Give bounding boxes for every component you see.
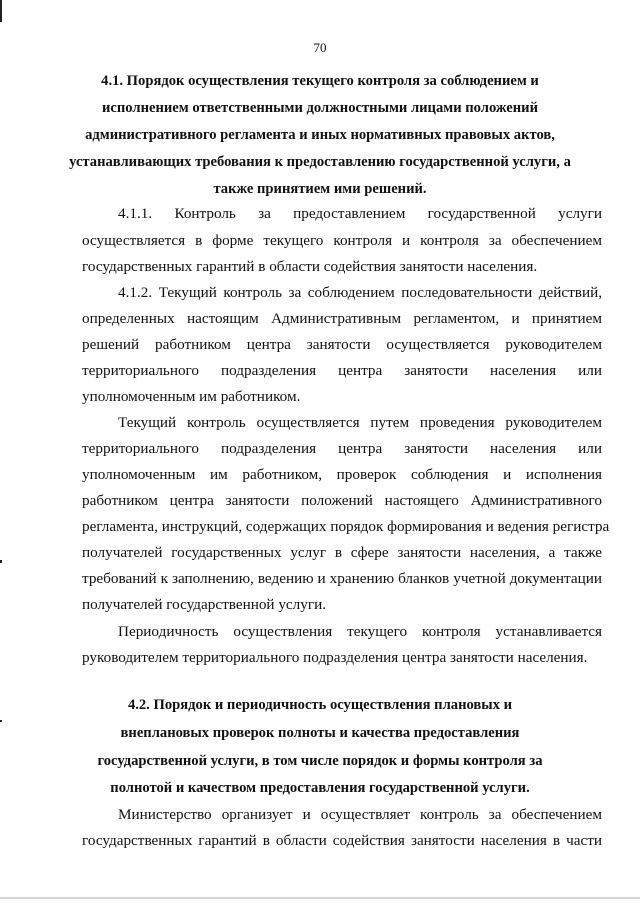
scan-edge-mark — [0, 0, 2, 22]
paragraph-line: осуществляется в форме текущего контроля и контроля за обеспечением — [82, 232, 602, 249]
paragraph-line: территориального подразделения центра занятости населения или — [82, 362, 602, 379]
paragraph-line: требований к заполнению, ведению и хранению бланков учетной документации — [82, 570, 602, 587]
paragraph-line: работником центра занятости положений настоящего Административного — [82, 492, 602, 509]
paragraph-line: определенных настоящим Административным регламентом, и принятием — [82, 310, 602, 327]
section-4-2-heading-line: 4.2. Порядок и периодичность осуществления плановых и — [127, 697, 513, 713]
section-4-1-heading-line: устанавливающих требования к предоставлению государственной услуги, а — [69, 154, 571, 170]
scan-bottom-rule — [0, 897, 640, 899]
paragraph-line: руководителем территориального подразделения центра занятости населения. — [82, 649, 588, 666]
paragraph-line: 4.1.1. Контроль за предоставлением государственной услуги — [118, 205, 602, 222]
paragraph-line: государственных гарантий в области содействия занятости населения. — [82, 258, 538, 275]
paragraph-line: получателей государственных услуг в сфере занятости населения, а также — [82, 544, 602, 561]
paragraph-line: Министерство организует и осуществляет контроль за обеспечением — [118, 806, 602, 823]
section-4-1-heading-line: исполнением ответственными должностными лицами положений — [102, 100, 538, 116]
paragraph-line: уполномоченным им работником, проверок соблюдения и исполнения — [82, 466, 602, 483]
section-4-1-heading-line: 4.1. Порядок осуществления текущего контроля за соблюдением и — [101, 73, 539, 89]
paragraph-line: уполномоченным им работником. — [82, 388, 301, 405]
paragraph-line: Периодичность осуществления текущего контроля устанавливается — [118, 623, 602, 640]
section-4-2-heading-line: полнотой и качеством предоставления государственной услуги. — [110, 780, 530, 796]
section-4-1-heading-line: административного регламента и иных нормативных правовых актов, — [85, 127, 555, 143]
paragraph-line: Текущий контроль осуществляется путем проведения руководителем — [118, 414, 602, 431]
paragraph-line: 4.1.2. Текущий контроль за соблюдением последовательности действий, — [118, 284, 602, 301]
paragraph-line: решений работником центра занятости осуществляется руководителем — [82, 336, 602, 353]
section-4-1-heading-line: также принятием ими решений. — [213, 181, 427, 197]
section-4-2-heading-line: государственной услуги, в том числе порядок и формы контроля за — [97, 753, 543, 769]
paragraph-line: государственных гарантий в области содействия занятости населения в части — [82, 832, 602, 849]
paragraph-line: получателей государственной услуги. — [82, 596, 326, 613]
paragraph-line: регламента, инструкций, содержащих порядок формирования и ведения регистра — [82, 518, 610, 535]
scan-edge-mark — [0, 560, 2, 563]
scan-edge-mark — [0, 720, 2, 722]
page-number: 70 — [313, 40, 327, 55]
section-4-2-heading-line: внеплановых проверок полноты и качества предоставления — [120, 725, 520, 741]
paragraph-line: территориального подразделения центра занятости населения или — [82, 440, 602, 457]
